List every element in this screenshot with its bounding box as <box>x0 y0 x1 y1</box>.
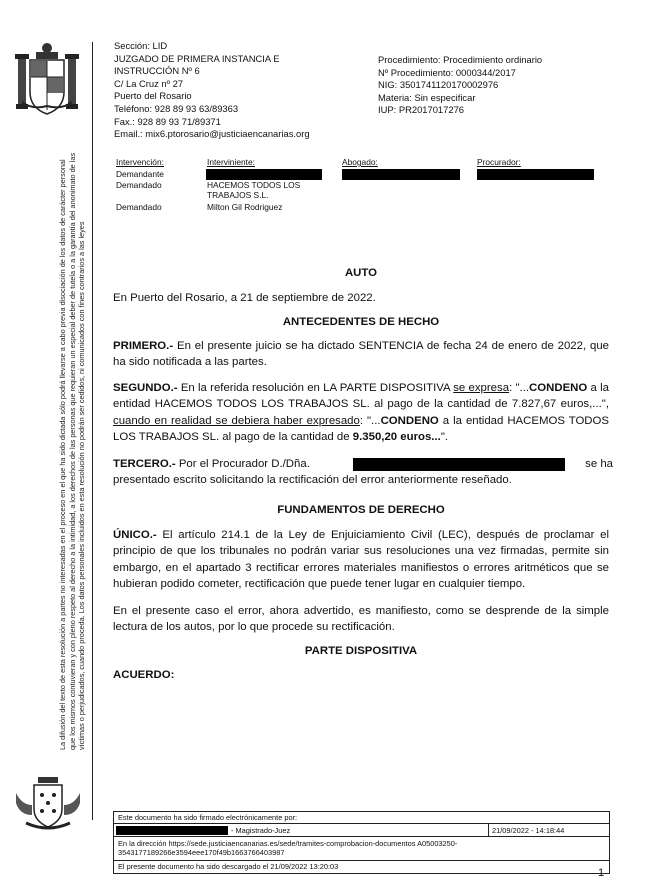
footer-row-2 <box>114 824 609 837</box>
redacted-procurador-name <box>353 458 565 471</box>
segundo-k: ". <box>440 431 449 444</box>
footer-row-3 <box>114 837 609 861</box>
antecedentes-heading: ANTECEDENTES DE HECHO <box>282 316 440 328</box>
page-number: 1 <box>598 867 605 879</box>
segundo-d: CONDENO <box>529 382 588 394</box>
segundo-h: CONDENO <box>380 414 439 427</box>
segundo-label: SEGUNDO.- <box>113 382 178 394</box>
verify-url[interactable]: En la dirección https://sede.justiciaencanarias.es/sede/tramites-comprobacion-documentos A05003250- <box>118 839 458 848</box>
presente-paragraph: En el presente caso el error, ahora advertido, es manifiesto, como se desprende de la simple lectura de los autos, por lo que procede su rectificación. <box>113 605 609 634</box>
party-name-3: Milton Gil Rodriguez <box>207 202 283 212</box>
segundo-a: En la referida resolución en LA PARTE DISPOSITIVA <box>177 382 454 394</box>
redacted-procurador <box>477 169 594 180</box>
party-name-2 <box>207 181 300 201</box>
case-info <box>378 54 542 117</box>
segundo-g: : "... <box>359 414 381 427</box>
unico-text: El artículo 214.1 de la Ley de Enjuiciamiento Civil (LEC), después de proclamar el principio de que los tribunales no podrán variar sus resoluciones una vez firmadas, permite sin embargo, en el apartado 3 rectificar errores materiales manifiestos o errores aritméticos que se hubieran podido cometer, rectificación que puede tener lugar en cualquier tiempo. <box>113 529 609 591</box>
court-name-line1: JUZGADO DE PRIMERA INSTANCIA E <box>114 52 280 64</box>
tercero-label: TERCERO.- <box>113 458 176 470</box>
redacted-signer <box>116 826 228 835</box>
unico-paragraph <box>113 527 609 593</box>
col-intervencion-header: Intervención: <box>116 157 164 167</box>
procedimiento: Procedimiento: Procedimiento ordinario <box>378 54 543 65</box>
place-date: En Puerto del Rosario, a 21 de septiembre de 2022. <box>113 292 376 304</box>
verify-code: 3543177189266e3594eee170f49b1663766403987 <box>118 848 285 857</box>
redacted-name <box>206 169 322 180</box>
primero-label: PRIMERO.- <box>113 340 174 352</box>
tercero-a: Por el Procurador D./Dña. <box>175 458 310 470</box>
unico-label: ÚNICO.- <box>113 529 157 541</box>
col-procurador-header: Procurador: <box>477 157 521 167</box>
privacy-notice: La difusión del texto de esta resolución a partes no interesadas en el proceso en el que ha sido dictada sólo podrá llevarse a cabo previa disociación de los datos de carácter personal que los mismos contuvieran y con pleno respeto al derecho a la intimidad, a los derechos de las personas que requieran un especial deber de tutela o a la garantía del anonimato de las víctimas o perjudicados, cuando proceda. Los datos personales incluidos en esta resolución no podrán ser cedidos, ni comunicados con fines contrarios a las leyes <box>58 152 86 750</box>
redacted-lawyer <box>342 169 460 180</box>
col-interviniente-header: Interviniente: <box>207 157 255 167</box>
court-fax: Fax.: 928 89 93 71/89371 <box>114 115 221 127</box>
tercero-line2: presentado escrito solicitando la rectificación del error anteriormente reseñado. <box>113 474 512 486</box>
party-name-2-line2: TRABAJOS S.L. <box>207 189 269 200</box>
coat-of-arms-icon <box>12 40 82 130</box>
segundo-b: se expresa <box>453 382 510 394</box>
party-role-1: Demandante <box>116 169 164 179</box>
col-abogado-header: Abogado: <box>342 157 378 167</box>
acuerdo-label: ACUERDO: <box>113 669 175 681</box>
court-phone: Teléfono: 928 89 93 63/89363 <box>114 102 239 114</box>
tercero-b: se ha <box>585 458 613 470</box>
margin-rule <box>92 42 93 820</box>
segundo-f: cuando en realidad se debiera haber expresado <box>113 414 360 427</box>
parte-dispositiva-heading: PARTE DISPOSITIVA <box>304 645 418 657</box>
segundo-i: a la entidad HACEMOS TODOS LOS TRABAJOS SL. al pago de la cantidad de <box>113 414 609 444</box>
fundamentos-heading: FUNDAMENTOS DE DERECHO <box>277 504 445 516</box>
download-note: El presente documento ha sido descargado el 21/09/2022 13:20:03 <box>118 862 339 871</box>
primero-text: En el presente juicio se ha dictado SENTENCIA de fecha 24 de enero de 2022, que ha sido notificada a las partes. <box>113 340 609 369</box>
num-procedimiento: Nº Procedimiento: 0000344/2017 <box>378 66 516 78</box>
canarias-shield-icon <box>12 775 84 835</box>
court-city: Puerto del Rosario <box>114 90 192 102</box>
firmado-text: Este documento ha sido firmado electrónicamente por: <box>118 813 298 822</box>
signature-box <box>113 811 610 874</box>
party-role-3: Demandado <box>116 202 162 212</box>
court-info <box>114 40 310 141</box>
signer-role: - Magistrado-Juez <box>231 826 291 835</box>
segundo-e: a la entidad HACEMOS TODOS LOS TRABAJOS SL. al pago de la cantidad de 7.827,67 euros,...", <box>113 382 609 411</box>
segundo-paragraph <box>113 380 609 446</box>
court-address: C/ La Cruz nº 27 <box>114 77 184 89</box>
doc-title: AUTO <box>344 267 378 279</box>
iup: IUP: PR2017017276 <box>378 104 465 116</box>
party-role-2: Demandado <box>116 180 162 190</box>
party-name-2-line1: HACEMOS TODOS LOS <box>207 180 301 190</box>
seccion: Sección: LID <box>114 40 168 51</box>
footer-row-1 <box>114 812 609 824</box>
segundo-c: : "... <box>509 382 530 394</box>
sign-datetime: 21/09/2022 - 14:18:44 <box>492 826 565 835</box>
primero-paragraph <box>113 338 609 371</box>
materia: Materia: Sin especificar <box>378 91 476 103</box>
nig: NIG: 3501741120170002976 <box>378 79 499 91</box>
court-email: Email.: mix6.ptorosario@justiciaencanarias.org <box>114 128 310 140</box>
segundo-j: 9.350,20 euros... <box>352 431 441 444</box>
court-name-line2: INSTRUCCIÓN Nº 6 <box>114 65 200 77</box>
